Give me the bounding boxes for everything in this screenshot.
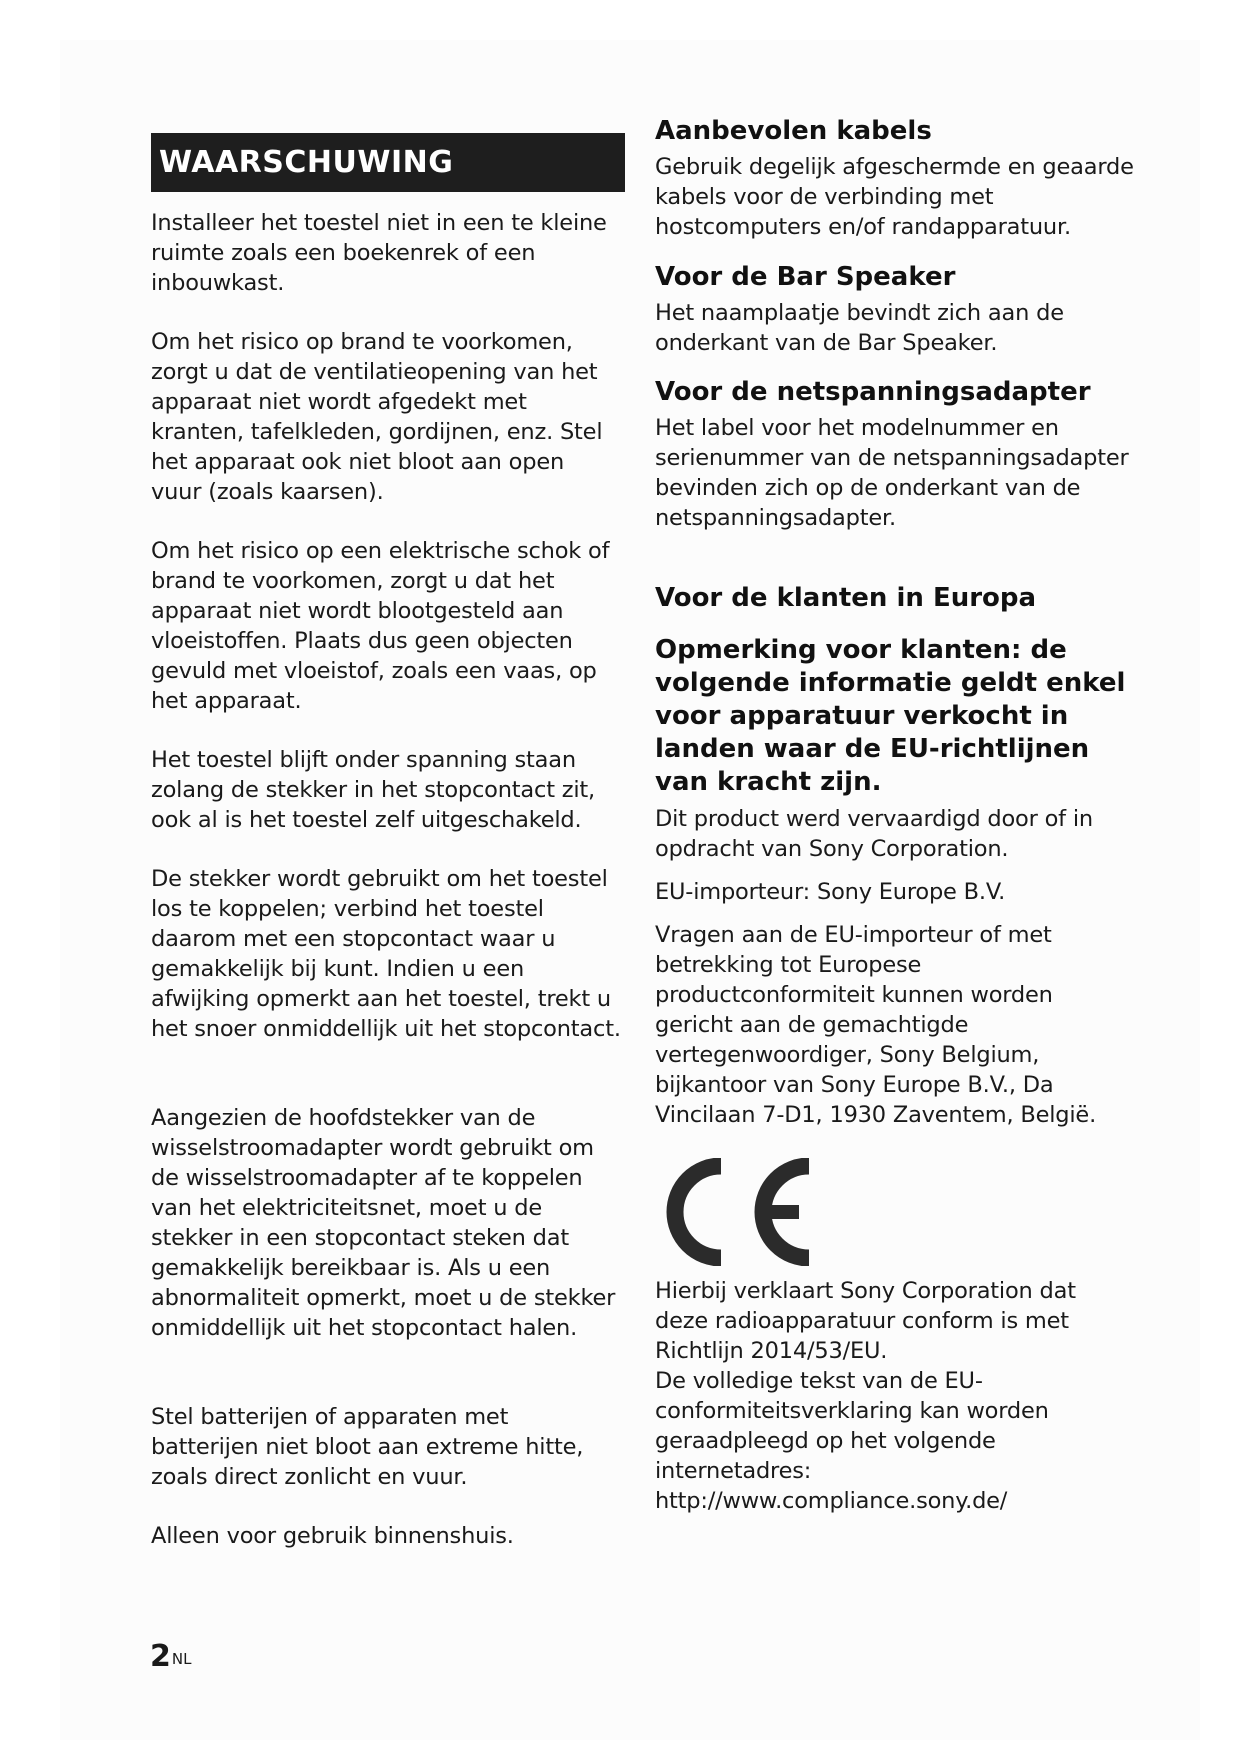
heading-recommended-cables: Aanbevolen kabels: [655, 116, 932, 146]
paragraph-fire-ventilation: Om het risico op brand te voorkomen, zorgt u dat de ventilatieopening van het apparaat niet wordt afgedekt met kranten, tafelkleden, gordijnen, enz. Stel het apparaat ook niet bloot aan open vuur (zoals kaarsen).: [151, 329, 603, 505]
language-code: NL: [171, 1650, 192, 1668]
ce-mark-icon: [661, 1158, 816, 1266]
heading-customers-europe: Voor de klanten in Europa: [655, 583, 1037, 613]
paragraph-ac-adapter-plug: Aangezien de hoofdstekker van de wisselstroomadapter wordt gebruikt om de wisselstroomadapter af te koppelen van het elektriciteitsnet, moet u de stekker in een stopcontact steken dat gemakkelijk bereikbaar is. Als u een abnormaliteit opmerkt, moet u de stekker onmiddellijk uit het stopcontact halen.: [151, 1105, 616, 1341]
paragraph-installation-space: Installeer het toestel niet in een te kleine ruimte zoals een boekenrek of een inbouwkast.: [151, 210, 607, 296]
paragraph-plug-disconnect: De stekker wordt gebruikt om het toestel los te koppelen; verbind het toestel daarom met een stopcontact waar u gemakkelijk bij kunt. Indien u een afwijking opmerkt aan het toestel, trekt u het snoer onmiddellijk uit het stopcontact.: [151, 866, 621, 1042]
compliance-url-link[interactable]: http://www.compliance.sony.de/: [655, 1488, 1008, 1514]
text-power-adapter: Het label voor het modelnummer en serienummer van de netspanningsadapter bevinden zich op de onderkant van de netspanningsadapter.: [655, 415, 1129, 531]
paragraph-indoor-use: Alleen voor gebruik binnenshuis.: [151, 1523, 514, 1549]
text-eu-importer: EU-importeur: Sony Europe B.V.: [655, 879, 1006, 905]
text-manufacturer: Dit product werd vervaardigd door of in opdracht van Sony Corporation.: [655, 806, 1093, 862]
paragraph-shock-liquids: Om het risico op een elektrische schok of brand te voorkomen, zorgt u dat het apparaat niet wordt blootgesteld aan vloeistoffen. Plaats dus geen objecten gevuld met vloeistof, zoals een vaas, op het apparaat.: [151, 538, 610, 714]
warning-banner: WAARSCHUWING: [151, 133, 625, 192]
text-recommended-cables: Gebruik degelijk afgeschermde en geaarde kabels voor de verbinding met hostcomputers en/of randapparatuur.: [655, 154, 1134, 240]
paragraph-batteries-heat: Stel batterijen of apparaten met batterijen niet bloot aan extreme hitte, zoals direct zonlicht en vuur.: [151, 1404, 584, 1490]
paragraph-power-standby: Het toestel blijft onder spanning staan zolang de stekker in het stopcontact zit, ook al is het toestel zelf uitgeschakeld.: [151, 747, 595, 833]
page-number: [150, 1640, 191, 1674]
text-full-declaration: De volledige tekst van de EU-conformiteitsverklaring kan worden geraadpleegd op het volgende internetadres:: [655, 1368, 1049, 1484]
page-number-value: 2: [150, 1639, 171, 1674]
heading-power-adapter: Voor de netspanningsadapter: [655, 377, 1091, 407]
text-eu-questions: Vragen aan de EU-importeur of met betrekking tot Europese productconformiteit kunnen worden gericht aan de gemachtigde vertegenwoordiger, Sony Belgium, bijkantoor van Sony Europe B.V., Da Vincilaan 7-D1, 1930 Zaventem, België.: [655, 922, 1097, 1128]
heading-bar-speaker: Voor de Bar Speaker: [655, 262, 956, 292]
text-declaration: Hierbij verklaart Sony Corporation dat deze radioapparatuur conform is met Richtlijn 2014/53/EU.: [655, 1278, 1076, 1364]
text-bar-speaker: Het naamplaatje bevindt zich aan de onderkant van de Bar Speaker.: [655, 300, 1064, 356]
heading-customer-notice: Opmerking voor klanten: de volgende informatie geldt enkel voor apparatuur verkocht in landen waar de EU-richtlijnen van kracht zijn.: [655, 635, 1126, 797]
